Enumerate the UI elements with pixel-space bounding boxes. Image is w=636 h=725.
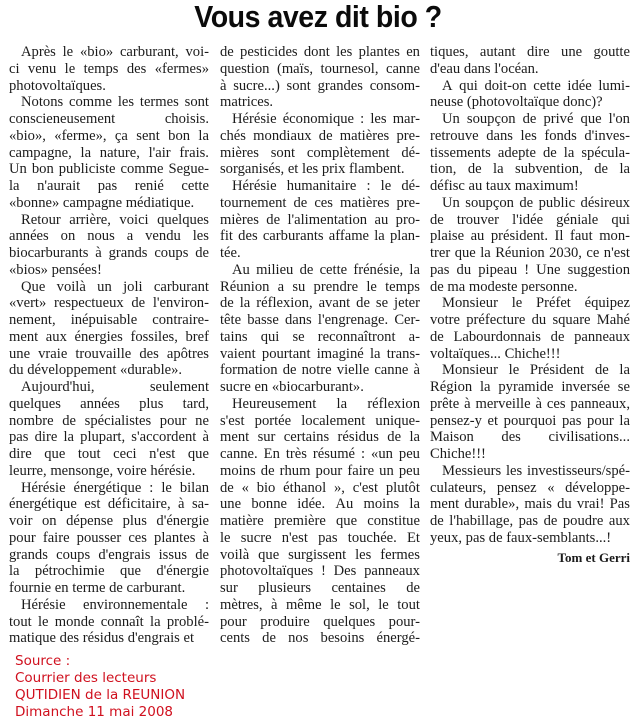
text-line: pour produire quelques pour- <box>220 613 420 630</box>
text-line: cents de nos besoins énergé- <box>220 630 420 647</box>
text-line: de pesticides dont les plantes en <box>220 44 420 60</box>
source-newspaper: QUTIDIEN de la REUNION <box>15 687 186 703</box>
text-line: pas dire la plupart, s'accordent à <box>9 429 209 446</box>
text-line: Un bon publiciste comme Segue- <box>9 161 209 178</box>
text-line: de Labourdonnais de panneaux <box>430 328 630 345</box>
text-line: pensez-y et pourquoi pas pour la <box>430 412 630 429</box>
text-line: prête à merveille à ces panneaux, <box>430 395 630 412</box>
text-line: matrices. <box>220 94 274 111</box>
text-line: matière première que constitue <box>220 513 420 529</box>
text-line: trer que la Réunion 2030, ce n'est <box>430 245 630 261</box>
text-line: mètres, à même le sol, le tout <box>220 596 420 613</box>
text-line: Hérésie environnementale : <box>21 596 209 613</box>
text-line: Hérésie énergétique : le bilan <box>21 479 209 496</box>
text-line: Au milieu de cette frénésie, la <box>232 261 420 278</box>
text-line: tion, de la subvention, de la <box>430 161 630 178</box>
text-line: Hérésie économique : les mar- <box>232 111 420 127</box>
text-line: voltaïques... Chiche!!! <box>430 345 561 362</box>
text-line: Un soupçon de privé que l'on <box>442 111 630 127</box>
text-line: biocarburants à grands coups de <box>9 245 209 261</box>
source-note <box>15 653 185 721</box>
text-line: pas du pipeau ! Une suggestion <box>430 261 630 278</box>
source-label: Source : <box>15 653 71 669</box>
article-column-2 <box>220 44 420 647</box>
article-column-1 <box>9 44 209 647</box>
text-line: du développement «durable». <box>9 362 183 379</box>
text-line: chés mondiaux de matières pre- <box>220 127 420 144</box>
text-line: tête basse dans l'engrenage. Cer- <box>220 312 420 328</box>
text-line: Messieurs les investisseurs/spé- <box>442 462 630 479</box>
text-line: d'eau dans l'océan. <box>430 60 539 77</box>
text-line: de trouver l'idée géniale qui <box>430 211 630 228</box>
text-line: mières de l'alimentation au pro- <box>220 211 420 228</box>
text-line: sorganisés, et les prix flambent. <box>220 161 405 178</box>
text-line: photovoltaïques. <box>9 77 106 94</box>
text-line: ment sur certains résidus de la <box>220 429 420 446</box>
text-line: pour faire pousser ces plantes à <box>9 529 209 546</box>
text-line: Réunion a su prendre le temps <box>220 278 420 295</box>
text-line: «bonne» campagne médiatique. <box>9 194 195 211</box>
text-line: la n'aurait pas renié cette <box>9 178 209 194</box>
text-line: Monsieur le Président de la <box>442 362 630 379</box>
text-line: formation de notre vielle canne à <box>220 362 420 379</box>
text-line: s'est portée localement unique- <box>220 412 420 429</box>
text-line: grands coups d'engrais issus de <box>9 546 209 563</box>
text-line: Un soupçon de public désireux <box>442 194 630 211</box>
text-line: tissements adepte de la spécula- <box>430 144 630 161</box>
text-line: la pétrochimie que d'énergie <box>9 563 209 580</box>
text-line: tournement de ces matières pre- <box>220 194 420 211</box>
text-line: Chiche!!! <box>430 446 486 462</box>
text-line: matique des résidus d'engrais et <box>9 630 195 647</box>
text-line: une bonne idée. Au moins la <box>220 496 420 513</box>
text-line: énergétique est déficitaire, à sa- <box>9 496 209 513</box>
text-line: tains qui se reconnaîtront a- <box>220 328 420 345</box>
text-line: défisc au taux maximum! <box>430 178 579 194</box>
text-line: leurre, mensonge, voire hérésie. <box>9 462 196 479</box>
text-line: photovoltaïques ! Des panneaux <box>220 563 420 580</box>
text-line: «bios» pensées! <box>9 261 102 278</box>
source-section: Courrier des lecteurs <box>15 670 157 686</box>
text-line: votre préfecture du square Mahé <box>430 312 630 328</box>
text-line: tée. <box>220 245 241 261</box>
text-line: culateurs, pensez « développe- <box>430 479 630 496</box>
text-line: de la réflexion, avant de se jeter <box>220 295 420 312</box>
text-line: sur plusieurs centaines de <box>220 580 420 596</box>
text-line: neuse (photovoltaïque donc)? <box>430 94 603 111</box>
text-line: Heureusement la réflexion <box>232 395 420 412</box>
text-line: fournie en terme de carburant. <box>9 580 186 596</box>
text-line: Retour arrière, voici quelques <box>21 211 209 228</box>
text-line: quelques années plus tard, <box>9 395 209 412</box>
text-line: tiques, autant dire une goutte <box>430 44 630 60</box>
text-line: Après le «bio» carburant, voi- <box>21 44 209 60</box>
text-line: conscieneusement choisis. <box>9 111 209 127</box>
text-line: ment durable», mais du vrai! Pas <box>430 496 630 513</box>
text-line: sucre en «biocarburant». <box>220 379 364 395</box>
text-line: canne. En très résumé : «un peu <box>220 446 420 462</box>
text-line: à sucre...) sont grandes consom- <box>220 77 420 94</box>
text-line: moins de rhum pour faire un peu <box>220 462 420 479</box>
author-signature: Tom et Gerri <box>557 549 630 565</box>
text-line: voir on dépense plus d'énergie <box>9 513 209 529</box>
text-line: Maison des civilisations... <box>430 429 630 446</box>
text-line: de « bio éthanol », c'est plutôt <box>220 479 420 496</box>
text-line: nement, inépuisable contraire- <box>9 312 209 328</box>
text-line: plaise au président. Il faut mon- <box>430 228 630 245</box>
text-line: tout le monde connaît la problé- <box>9 613 209 630</box>
text-line: retrouve dans les fonds d'inves- <box>430 127 630 144</box>
text-line: Hérésie humanitaire : le dé- <box>232 178 420 194</box>
text-line: ci venu le temps des «fermes» <box>9 60 209 77</box>
text-line: dire que tout ceci n'est que <box>9 446 209 462</box>
text-line: «vert» respectueux de l'environ- <box>9 295 209 312</box>
text-line: Aujourd'hui, seulement <box>21 379 209 395</box>
text-line: question (maïs, tournesol, canne <box>220 60 420 77</box>
text-line: Région la pyramide inversée se <box>430 379 630 395</box>
text-line: de ma modeste personne. <box>430 278 578 295</box>
text-line: Monsieur le Préfet équipez <box>442 295 630 312</box>
text-line: A qui doit-on cette idée lumi- <box>442 77 630 94</box>
text-line: le sucre n'est pas touchée. Et <box>220 529 420 546</box>
text-line: nombre de spécialistes pour ne <box>9 412 209 429</box>
text-line: voilà que surgissent les fermes <box>220 546 420 563</box>
source-date: Dimanche 11 mai 2008 <box>15 704 173 720</box>
text-line: vaient pourtant imaginé la trans- <box>220 345 420 362</box>
text-line: ment aux énergies fossiles, bref <box>9 328 209 345</box>
text-line: de l'habillage, pas de poudre aux <box>430 513 630 529</box>
text-line: années on nous a vendu les <box>9 228 209 245</box>
text-line: campagne, la nature, l'air frais. <box>9 144 209 161</box>
text-line: Notons comme les termes sont <box>21 94 209 111</box>
text-line: une vraie trouvaille des apôtres <box>9 345 209 362</box>
text-line: yeux, pas de faux-semblants...! <box>430 529 612 546</box>
article-column-3 <box>430 44 630 566</box>
text-line: mières sont complètement dé- <box>220 144 420 161</box>
text-line: fit des carburants affame la plan- <box>220 228 420 245</box>
article-title: Vous avez dit bio ? <box>194 0 442 34</box>
text-line: «bio», «ferme», ça sent bon la <box>9 127 209 144</box>
text-line: Que voilà un joli carburant <box>21 278 209 295</box>
